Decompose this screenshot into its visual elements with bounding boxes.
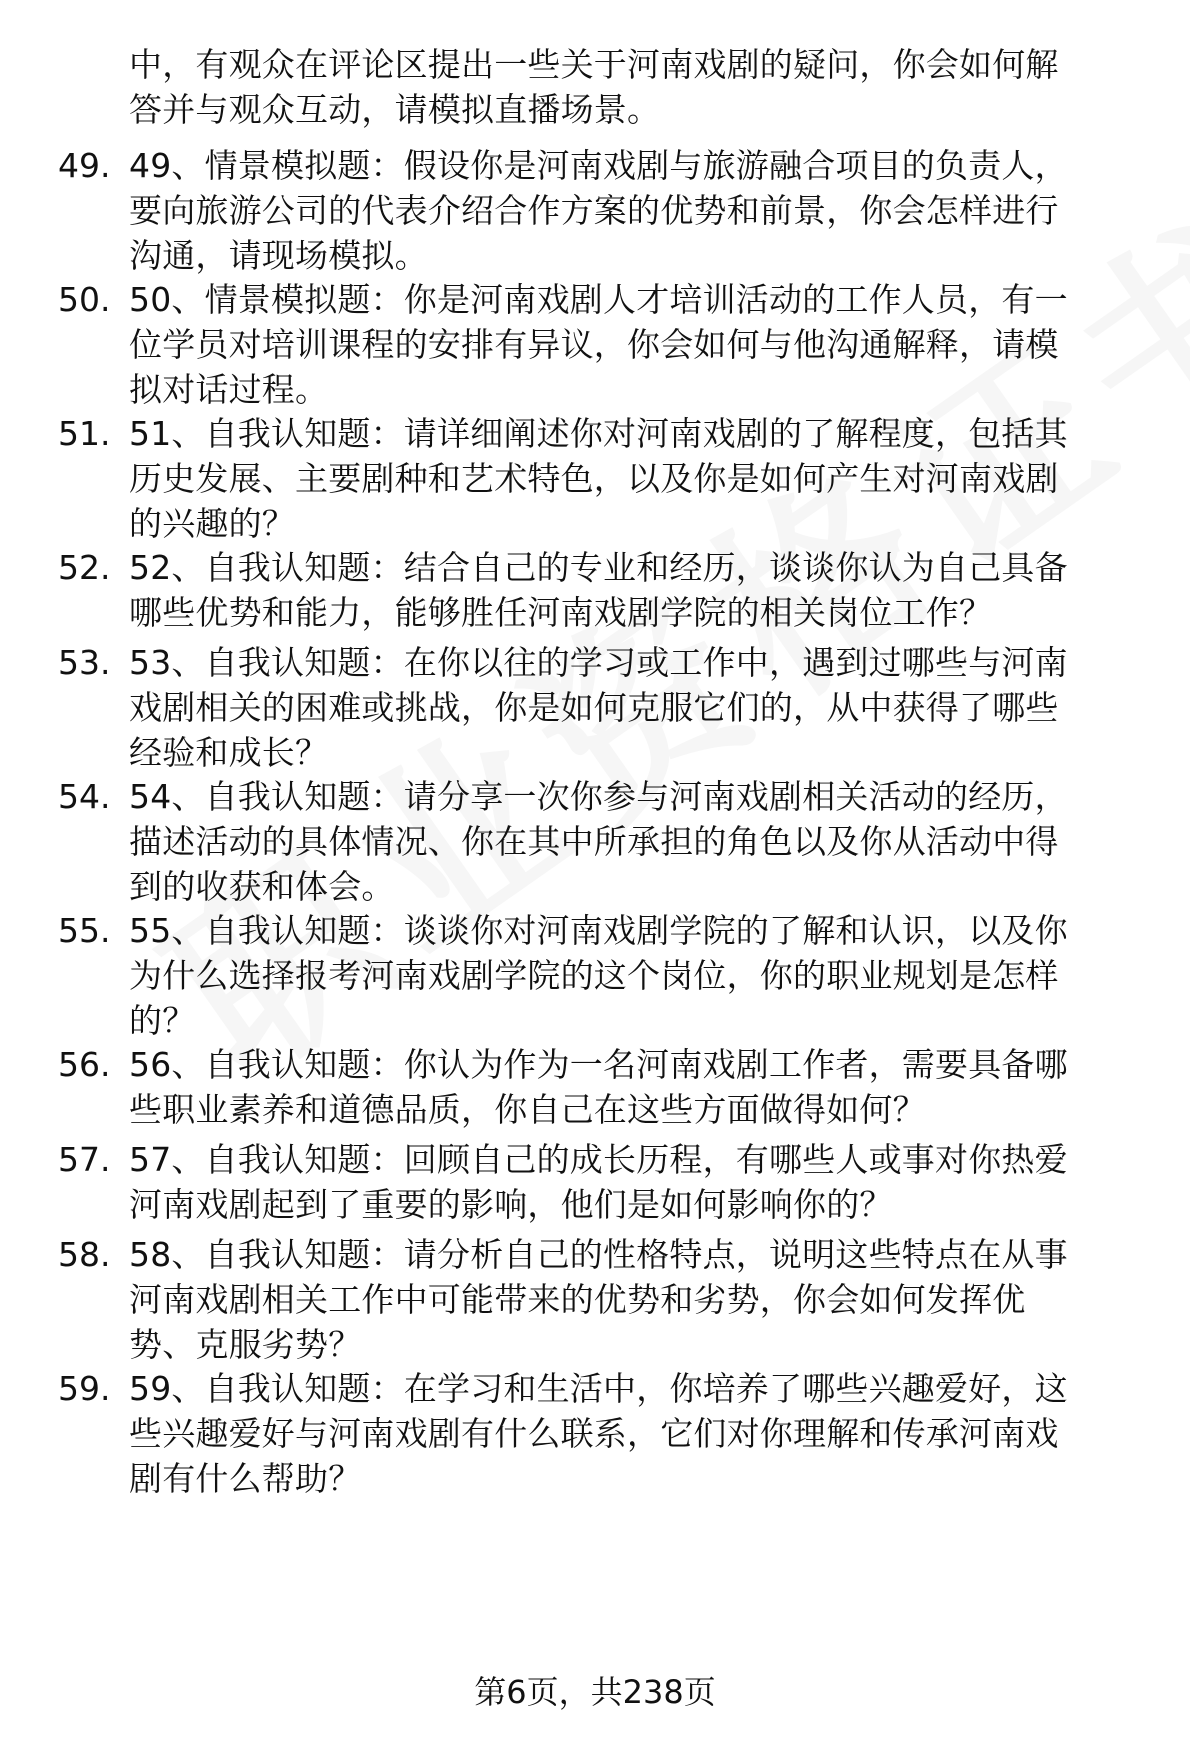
question-number: 49.: [58, 146, 111, 185]
text-line: 中，有观众在评论区提出一些关于河南戏剧的疑问，你会如何解: [129, 45, 1059, 84]
text-line: 要向旅游公司的代表介绍合作方案的优势和前景，你会怎样进行: [129, 191, 1059, 230]
text-line: 55、自我认知题：谈谈你对河南戏剧学院的了解和认识，以及你: [129, 911, 1068, 950]
question-text: [129, 42, 1190, 132]
question-text: [129, 774, 1190, 909]
text-line: 59、自我认知题：在学习和生活中，你培养了哪些兴趣爱好，这: [129, 1369, 1068, 1408]
question-text: [129, 143, 1190, 278]
text-line: 58、自我认知题：请分析自己的性格特点，说明这些特点在从事: [129, 1235, 1068, 1274]
text-line: 53、自我认知题：在你以往的学习或工作中，遇到过哪些与河南: [129, 643, 1068, 682]
text-line: 位学员对培训课程的安排有异议，你会如何与他沟通解释，请模: [129, 325, 1059, 364]
question-text: [129, 1232, 1190, 1367]
text-line: 的兴趣的？: [129, 504, 295, 543]
question-text: [129, 1042, 1190, 1132]
text-line: 到的收获和体会。: [129, 867, 395, 906]
text-line: 为什么选择报考河南戏剧学院的这个岗位，你的职业规划是怎样: [129, 956, 1059, 995]
question-text: [129, 1137, 1190, 1227]
text-line: 经验和成长？: [129, 733, 329, 772]
text-line: 河南戏剧起到了重要的影响，他们是如何影响你的？: [129, 1185, 893, 1224]
text-line: 答并与观众互动，请模拟直播场景。: [129, 90, 661, 129]
text-line: 描述活动的具体情况、你在其中所承担的角色以及你从活动中得: [129, 822, 1059, 861]
text-line: 51、自我认知题：请详细阐述你对河南戏剧的了解程度，包括其: [129, 414, 1068, 453]
question-text: [129, 1366, 1190, 1501]
text-line: 剧有什么帮助？: [129, 1459, 362, 1498]
text-line: 49、情景模拟题：假设你是河南戏剧与旅游融合项目的负责人，: [129, 146, 1068, 185]
text-line: 56、自我认知题：你认为作为一名河南戏剧工作者，需要具备哪: [129, 1045, 1068, 1084]
text-line: 52、自我认知题：结合自己的专业和经历，谈谈你认为自己具备: [129, 548, 1068, 587]
text-line: 沟通，请现场模拟。: [129, 236, 428, 275]
question-number: 52.: [58, 548, 111, 587]
text-line: 历史发展、主要剧种和艺术特色，以及你是如何产生对河南戏剧: [129, 459, 1059, 498]
page-footer: 第6页，共238页: [474, 1673, 716, 1711]
question-number: 57.: [58, 1140, 111, 1179]
question-text: [129, 908, 1190, 1043]
text-line: 戏剧相关的困难或挑战，你是如何克服它们的，从中获得了哪些: [129, 688, 1059, 727]
question-text: [129, 411, 1190, 546]
text-line: 57、自我认知题：回顾自己的成长历程，有哪些人或事对你热爱: [129, 1140, 1068, 1179]
text-line: 些职业素养和道德品质，你自己在这些方面做得如何？: [129, 1090, 926, 1129]
question-number: 59.: [58, 1369, 111, 1408]
question-number: 54.: [58, 777, 111, 816]
text-line: 50、情景模拟题：你是河南戏剧人才培训活动的工作人员，有一: [129, 280, 1068, 319]
question-text: [129, 640, 1190, 775]
question-number: 55.: [58, 911, 111, 950]
question-number: 51.: [58, 414, 111, 453]
question-number: 58.: [58, 1235, 111, 1274]
text-line: 54、自我认知题：请分享一次你参与河南戏剧相关活动的经历，: [129, 777, 1068, 816]
question-number: 53.: [58, 643, 111, 682]
text-line: 河南戏剧相关工作中可能带来的优势和劣势，你会如何发挥优: [129, 1280, 1026, 1319]
question-number: 56.: [58, 1045, 111, 1084]
text-line: 哪些优势和能力，能够胜任河南戏剧学院的相关岗位工作？: [129, 593, 993, 632]
text-line: 势、克服劣势？: [129, 1325, 362, 1364]
text-line: 些兴趣爱好与河南戏剧有什么联系，它们对你理解和传承河南戏: [129, 1414, 1059, 1453]
question-text: [129, 277, 1190, 412]
text-line: 拟对话过程。: [129, 370, 329, 409]
question-number: 50.: [58, 280, 111, 319]
question-text: [129, 545, 1190, 635]
text-line: 的？: [129, 1001, 196, 1040]
